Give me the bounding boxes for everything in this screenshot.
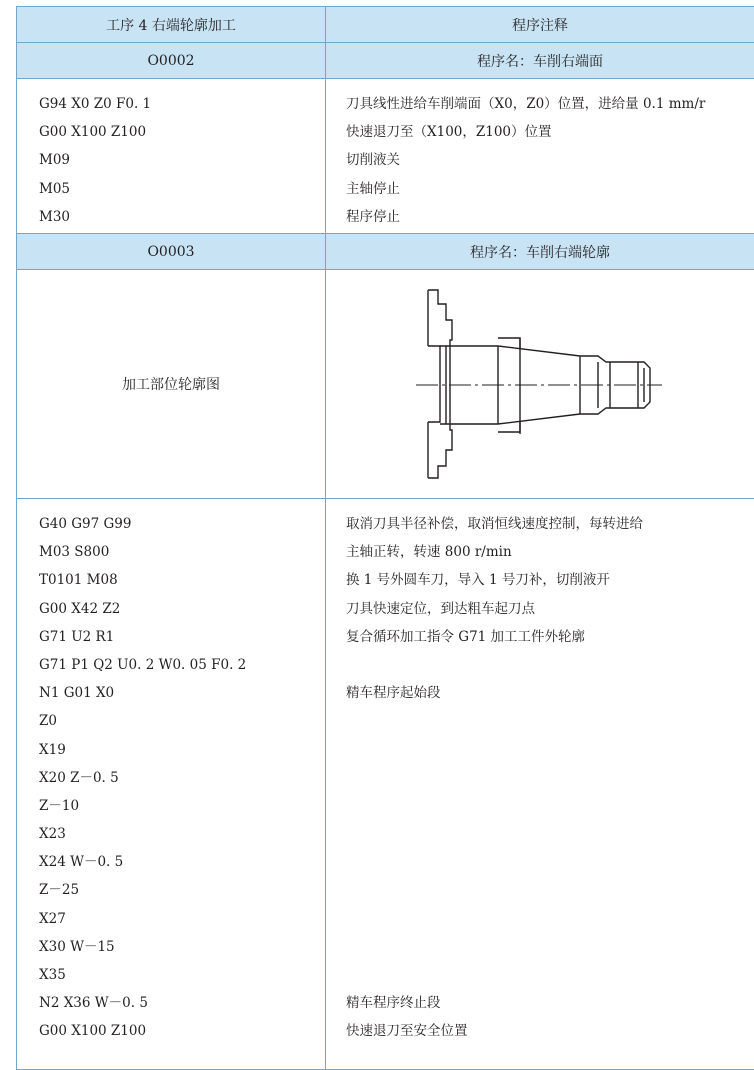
code-line: M03 S800 [39, 544, 110, 561]
part-profile-drawing [410, 288, 670, 483]
code-line: X19 [39, 741, 66, 758]
table-header-row [17, 6, 754, 42]
program1-notes [326, 79, 754, 233]
code-line: X23 [39, 826, 66, 843]
note-line: 精车程序终止段 [346, 995, 441, 1012]
code-line: G71 U2 R1 [39, 628, 115, 645]
note-line: 换 1 号外圆车刀，导入 1 号刀补，切削液开 [346, 572, 610, 589]
header-right: 程序注释 [512, 17, 568, 34]
note-line [346, 736, 754, 764]
code-line: X20 Z－0. 5 [39, 769, 119, 786]
code-line: M05 [39, 180, 71, 197]
program2-name: 程序名：车削右端轮廓 [470, 244, 610, 261]
note-line: 快速退刀至安全位置 [346, 1023, 468, 1040]
drawing-label: 加工部位轮廓图 [17, 270, 326, 498]
note-line: 主轴停止 [346, 180, 400, 197]
code-line: G00 X100 Z100 [39, 1023, 147, 1040]
note-line: 主轴正转，转速 800 r/min [346, 544, 512, 561]
program-table [16, 6, 754, 1070]
code-line: X30 W－15 [39, 938, 115, 955]
note-line: 快速退刀至（X100，Z100）位置 [346, 124, 552, 141]
program1-body-row [17, 78, 754, 233]
program2-body-row [17, 498, 754, 1069]
code-line: M09 [39, 152, 71, 169]
code-line: Z－10 [39, 797, 80, 814]
note-line [346, 792, 754, 820]
note-line [346, 848, 754, 876]
note-line: 刀具线性进给车削端面（X0，Z0）位置，进给量 0.1 mm/r [346, 96, 706, 112]
note-line [346, 820, 754, 848]
note-line: 复合循环加工指令 G71 加工工件外轮廓 [346, 628, 586, 645]
note-line: 程序停止 [346, 208, 400, 225]
program1-name: 程序名：车削右端面 [477, 53, 603, 70]
code-line: Z0 [39, 713, 57, 730]
note-line [346, 651, 754, 679]
code-line: G00 X42 Z2 [39, 600, 121, 617]
code-line: M30 [39, 208, 71, 225]
note-line [346, 933, 754, 961]
note-line [346, 764, 754, 792]
header-left: 工序 4 右端轮廓加工 [17, 7, 326, 42]
drawing-row [17, 269, 754, 498]
program2-title-row [17, 233, 754, 269]
program2-code [17, 499, 326, 1069]
note-line [346, 905, 754, 933]
code-line: Z－25 [39, 882, 80, 899]
drawing-cell [326, 270, 754, 498]
code-line: G94 X0 Z0 F0. 1 [39, 96, 152, 112]
code-line: N1 G01 X0 [39, 685, 115, 702]
program2-notes [326, 499, 754, 1069]
note-line [346, 707, 754, 735]
note-line [346, 876, 754, 904]
note-line [346, 961, 754, 989]
note-line: 切削液关 [346, 152, 400, 169]
program1-title-row [17, 42, 754, 78]
code-line: G00 X100 Z100 [39, 124, 147, 141]
code-line: X27 [39, 910, 66, 927]
code-line: G71 P1 Q2 U0. 2 W0. 05 F0. 2 [39, 656, 247, 673]
note-line: 取消刀具半径补偿，取消恒线速度控制，每转进给 [346, 516, 643, 532]
code-line: X24 W－0. 5 [39, 854, 124, 871]
note-line: 刀具快速定位，到达粗车起刀点 [346, 600, 535, 617]
code-line: G40 G97 G99 [39, 516, 132, 532]
program1-code [17, 79, 326, 233]
program2-number: O0003 [17, 234, 326, 269]
note-line: 精车程序起始段 [346, 685, 441, 702]
code-line: T0101 M08 [39, 572, 118, 589]
code-line: X35 [39, 967, 66, 983]
code-line: N2 X36 W－0. 5 [39, 995, 148, 1012]
program1-number: O0002 [17, 43, 326, 78]
